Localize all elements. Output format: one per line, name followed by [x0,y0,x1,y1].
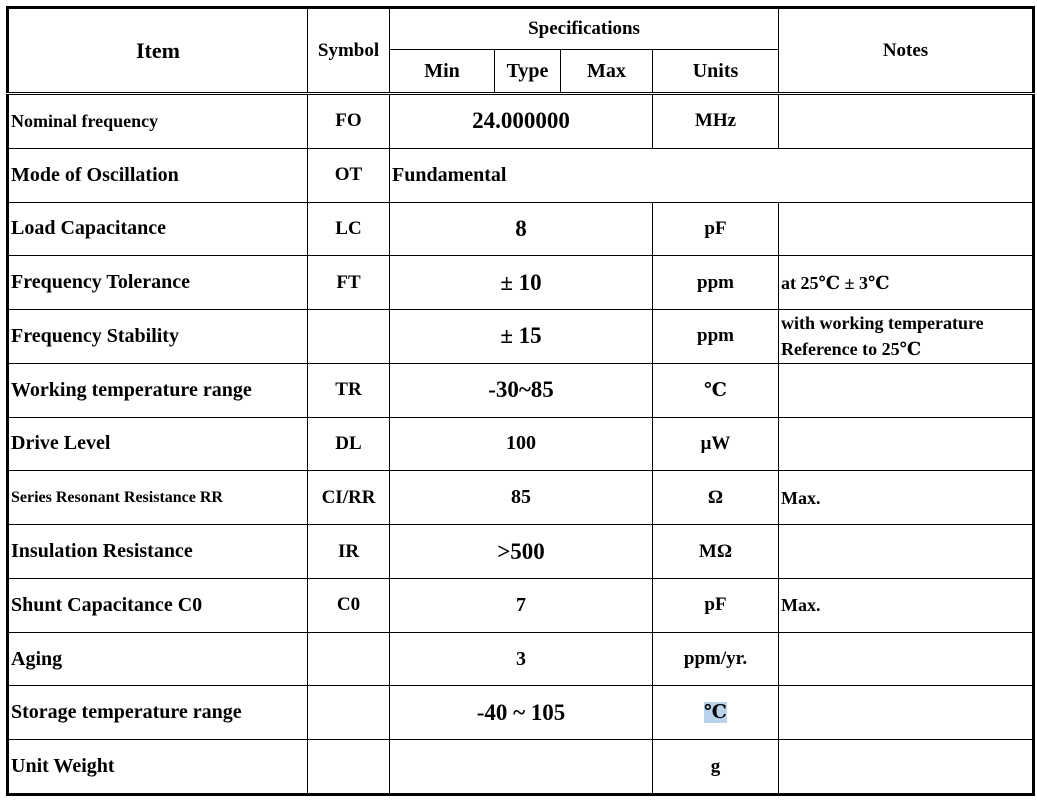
symbol-cell [308,310,390,364]
item-cell: Working temperature range [8,363,308,417]
units-cell: ppm [653,310,779,364]
notes-cell [779,94,1034,149]
table-row [8,471,1034,525]
highlighted-unit: ℃ [704,702,727,724]
table-row [8,632,1034,686]
units-cell: MHz [653,94,779,149]
table-row [8,525,1034,579]
symbol-cell [308,686,390,740]
symbol-cell: C0 [308,578,390,632]
value-cell: 3 [390,632,653,686]
table-row [8,94,1034,149]
table-row [8,686,1034,740]
notes-cell [779,525,1034,579]
table-row [8,363,1034,417]
header-specifications: Specifications [390,8,779,50]
notes-cell [779,686,1034,740]
item-cell: Mode of Oscillation [8,148,308,202]
table-row [8,256,1034,310]
symbol-cell: CI/RR [308,471,390,525]
value-cell: -30~85 [390,363,653,417]
notes-line-1: with working temperature [781,313,984,334]
table-row [8,578,1034,632]
symbol-cell: LC [308,202,390,256]
value-cell: ± 10 [390,256,653,310]
notes-cell [779,202,1034,256]
value-cell: 85 [390,471,653,525]
item-cell: Load Capacitance [8,202,308,256]
symbol-cell: TR [308,363,390,417]
notes-cell: Max. [779,471,1034,525]
header-type: Type [495,50,561,94]
notes-cell [779,363,1034,417]
units-cell: μW [653,417,779,471]
item-cell: Unit Weight [8,740,308,795]
header-max: Max [561,50,653,94]
item-cell: Storage temperature range [8,686,308,740]
value-cell: 24.000000 [390,94,653,149]
units-cell: pF [653,202,779,256]
specifications-table [6,6,1035,796]
table-row [8,202,1034,256]
symbol-cell: DL [308,417,390,471]
header-notes: Notes [779,8,1034,94]
symbol-cell [308,740,390,795]
notes-cell [779,632,1034,686]
units-cell [653,686,779,740]
item-cell: Shunt Capacitance C0 [8,578,308,632]
units-cell: ppm [653,256,779,310]
units-cell: g [653,740,779,795]
symbol-cell [308,632,390,686]
units-cell: ℃ [653,363,779,417]
notes-cell [779,417,1034,471]
item-cell: Drive Level [8,417,308,471]
units-cell: ppm/yr. [653,632,779,686]
value-cell: Fundamental [390,148,1034,202]
value-cell: 7 [390,578,653,632]
value-cell: ± 15 [390,310,653,364]
notes-cell [779,310,1034,364]
symbol-cell: OT [308,148,390,202]
value-cell: >500 [390,525,653,579]
notes-cell: at 25℃ ± 3℃ [779,256,1034,310]
table-row [8,740,1034,795]
header-symbol: Symbol [308,8,390,94]
value-cell: 8 [390,202,653,256]
units-cell: pF [653,578,779,632]
item-cell: Frequency Tolerance [8,256,308,310]
table-row [8,148,1034,202]
notes-line-2: Reference to 25℃ [781,339,922,360]
symbol-cell: FT [308,256,390,310]
header-item: Item [8,8,308,94]
item-cell: Frequency Stability [8,310,308,364]
notes-cell: Max. [779,578,1034,632]
item-cell: Insulation Resistance [8,525,308,579]
value-cell: -40 ~ 105 [390,686,653,740]
header-units: Units [653,50,779,94]
item-cell: Aging [8,632,308,686]
item-cell: Nominal frequency [8,94,308,149]
table-row [8,310,1034,364]
item-cell: Series Resonant Resistance RR [8,471,308,525]
units-cell: Ω [653,471,779,525]
symbol-cell: IR [308,525,390,579]
symbol-cell: FO [308,94,390,149]
value-cell [390,740,653,795]
header-min: Min [390,50,495,94]
notes-cell [779,740,1034,795]
table-row [8,417,1034,471]
value-cell: 100 [390,417,653,471]
units-cell: MΩ [653,525,779,579]
